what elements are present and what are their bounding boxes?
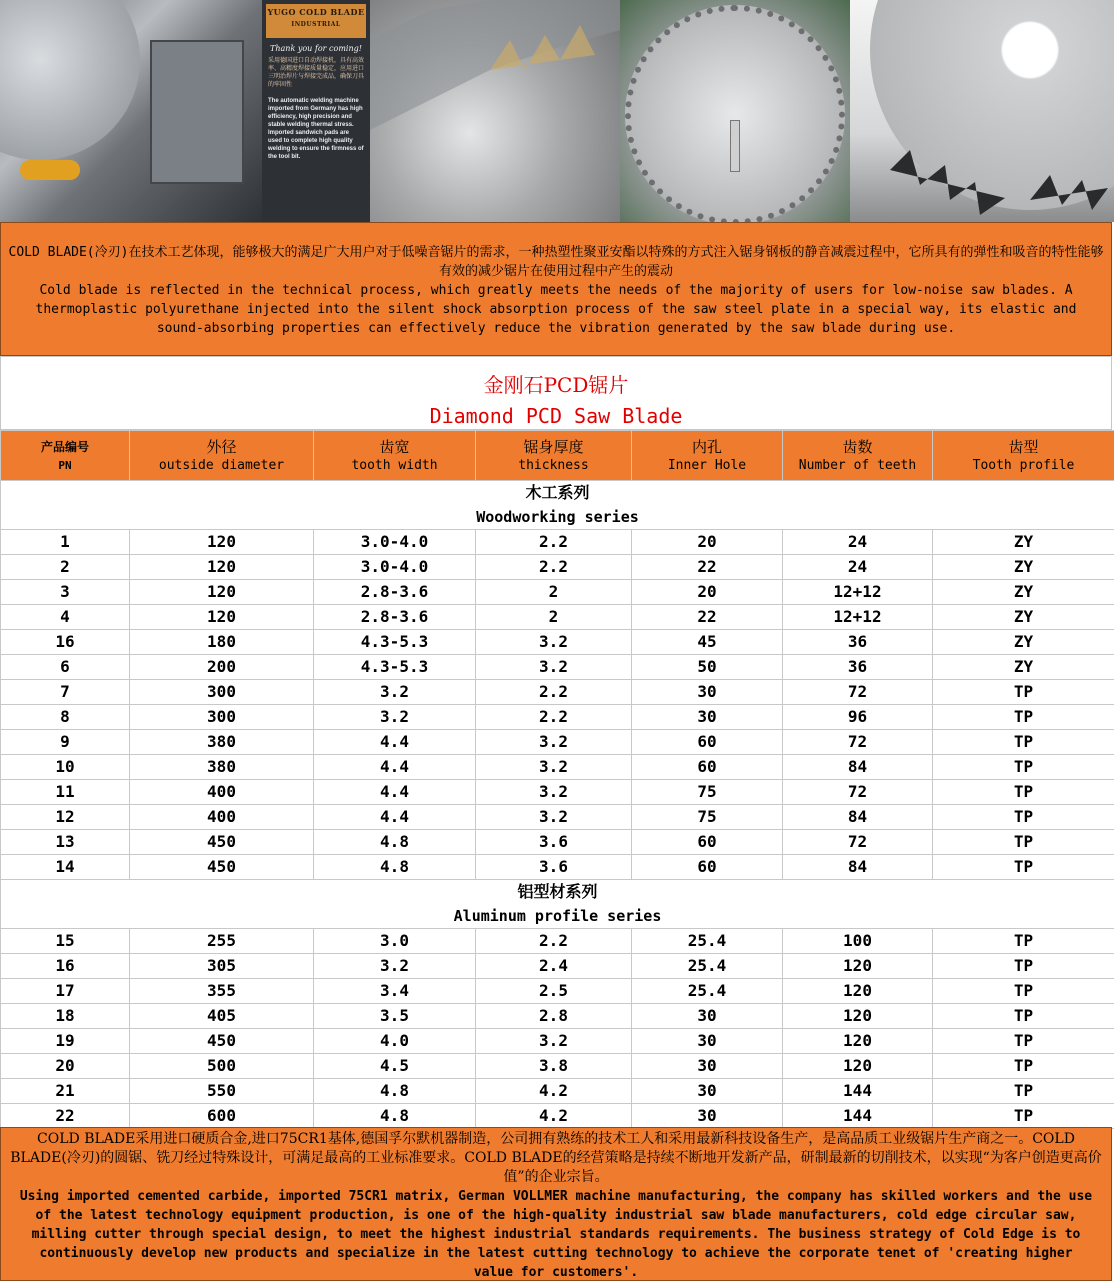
table-cell: TP (933, 1004, 1114, 1029)
table-cell: 144 (783, 1104, 933, 1129)
table-cell: 2.2 (476, 680, 632, 705)
table-cell: 450 (130, 1029, 314, 1054)
table-cell: 18 (1, 1004, 130, 1029)
table-row (1, 605, 1114, 630)
table-cell: 120 (783, 979, 933, 1004)
section-title (1, 880, 1114, 929)
table-cell: 1 (1, 530, 130, 555)
table-cell: 3.2 (476, 730, 632, 755)
table-row (1, 580, 1114, 605)
table-cell: 120 (783, 1029, 933, 1054)
section-row (1, 880, 1114, 929)
table-cell: 10 (1, 755, 130, 780)
table-cell: TP (933, 755, 1114, 780)
table-row (1, 680, 1114, 705)
table-row (1, 1104, 1114, 1129)
table-cell: 12 (1, 805, 130, 830)
table-cell: 4.4 (314, 730, 476, 755)
table-cell: 3 (1, 580, 130, 605)
table-cell: ZY (933, 580, 1114, 605)
header-outside-diameter: 外径 outside diameter (130, 431, 314, 481)
table-cell: TP (933, 929, 1114, 954)
table-cell: 60 (632, 830, 783, 855)
badge-zh-text: 采用德国进口自动焊接机，具有高效率、高精度焊接质量稳定，应用进口三明治焊片与焊接完成品，确保刀具的牢固性 (262, 53, 370, 93)
table-cell: 4.4 (314, 780, 476, 805)
table-row (1, 929, 1114, 954)
table-row (1, 1029, 1114, 1054)
section-title-en: Woodworking series (1, 505, 1114, 529)
page-title (0, 356, 1112, 430)
table-cell: 19 (1, 1029, 130, 1054)
table-cell: 84 (783, 805, 933, 830)
table-cell: 3.2 (476, 630, 632, 655)
intro-panel (0, 222, 1112, 356)
table-row (1, 555, 1114, 580)
table-cell: 30 (632, 680, 783, 705)
table-cell: 120 (130, 530, 314, 555)
table-cell: 25.4 (632, 929, 783, 954)
table-cell: 4.0 (314, 1029, 476, 1054)
table-cell: 36 (783, 630, 933, 655)
table-cell: TP (933, 1079, 1114, 1104)
table-cell: TP (933, 780, 1114, 805)
table-cell: TP (933, 1054, 1114, 1079)
table-cell: 3.2 (476, 655, 632, 680)
table-cell: 4.3-5.3 (314, 655, 476, 680)
table-cell: TP (933, 979, 1114, 1004)
table-cell: 11 (1, 780, 130, 805)
table-cell: TP (933, 954, 1114, 979)
title-zh: 金刚石PCD锯片 (1, 369, 1111, 398)
section-title (1, 481, 1114, 530)
table-cell: 25.4 (632, 979, 783, 1004)
table-cell: 22 (632, 605, 783, 630)
table-cell: 60 (632, 855, 783, 880)
table-cell: 180 (130, 630, 314, 655)
table-cell: 3.6 (476, 855, 632, 880)
table-header-row (1, 431, 1114, 481)
table-cell: ZY (933, 630, 1114, 655)
table-cell: 20 (632, 580, 783, 605)
footer-en-text: Using imported cemented carbide, imported 75CR1 matrix, German VOLLMER machine manufacturing, the company has skilled workers and the use of the latest technology equipment production, is one of the high-quality industrial saw blade manufacturers, cold edge circular saw, milling cutter through special design, to meet the highest industrial standards requirements. The business strategy of Cold Edge is to continuously develop new products and specialize in the latest cutting technology to achieve the corporate tenet of 'creating higher value for customers'. (1, 1187, 1111, 1282)
table-cell: 2.8-3.6 (314, 605, 476, 630)
table-cell: 30 (632, 705, 783, 730)
table-cell: 2.5 (476, 979, 632, 1004)
table-cell: 120 (130, 555, 314, 580)
table-cell: 3.4 (314, 979, 476, 1004)
table-cell: 14 (1, 855, 130, 880)
table-row (1, 1004, 1114, 1029)
table-cell: 3.2 (476, 805, 632, 830)
table-cell: 4.8 (314, 1104, 476, 1129)
section-row (1, 481, 1114, 530)
table-row (1, 705, 1114, 730)
header-number-of-teeth: 齿数 Number of teeth (783, 431, 933, 481)
table-cell: 13 (1, 830, 130, 855)
table-cell: 4.5 (314, 1054, 476, 1079)
table-cell: 3.2 (476, 755, 632, 780)
table-cell: 380 (130, 755, 314, 780)
table-cell: 96 (783, 705, 933, 730)
header-inner-hole: 内孔 Inner Hole (632, 431, 783, 481)
table-cell: 600 (130, 1104, 314, 1129)
table-cell: 2.2 (476, 555, 632, 580)
table-cell: 120 (130, 605, 314, 630)
table-cell: 3.0-4.0 (314, 555, 476, 580)
table-cell: ZY (933, 605, 1114, 630)
table-cell: 2.2 (476, 530, 632, 555)
table-cell: 100 (783, 929, 933, 954)
table-cell: 30 (632, 1029, 783, 1054)
table-cell: 255 (130, 929, 314, 954)
table-cell: 30 (632, 1104, 783, 1129)
table-cell: 12+12 (783, 605, 933, 630)
header-tooth-width: 齿宽 tooth width (314, 431, 476, 481)
table-cell: 400 (130, 780, 314, 805)
table-cell: 2 (476, 580, 632, 605)
table-row (1, 630, 1114, 655)
table-row (1, 805, 1114, 830)
table-cell: 3.0 (314, 929, 476, 954)
table-cell: 4.3-5.3 (314, 630, 476, 655)
table-cell: TP (933, 805, 1114, 830)
table-cell: 36 (783, 655, 933, 680)
table-cell: 16 (1, 630, 130, 655)
table-cell: 21 (1, 1079, 130, 1104)
table-cell: 8 (1, 705, 130, 730)
intro-en-text: Cold blade is reflected in the technical process, which greatly meets the needs of the majority of users for low-noise saw blades. A thermoplastic polyurethane injected into the silent shock absorption process of the saw steel plate in a special way, its elastic and sound-absorbing properties can effectively reduce the vibration generated by the saw blade during use. (1, 281, 1111, 338)
table-cell: 300 (130, 680, 314, 705)
table-cell: 75 (632, 780, 783, 805)
table-cell: 3.6 (476, 830, 632, 855)
table-cell: 3.2 (476, 1029, 632, 1054)
table-cell: TP (933, 705, 1114, 730)
table-cell: 12+12 (783, 580, 933, 605)
table-cell: ZY (933, 655, 1114, 680)
fine-tooth-blade-photo (620, 0, 850, 222)
blade-closeup-photo (370, 0, 620, 222)
table-cell: 3.5 (314, 1004, 476, 1029)
table-cell: 9 (1, 730, 130, 755)
table-cell: 22 (632, 555, 783, 580)
section-title-zh: 木工系列 (1, 481, 1114, 505)
title-en: Diamond PCD Saw Blade (1, 404, 1111, 428)
table-cell: 60 (632, 755, 783, 780)
table-cell: 4 (1, 605, 130, 630)
table-cell: 75 (632, 805, 783, 830)
footer-zh-text: COLD BLADE采用进口硬质合金,进口75CR1基体,德国孚尔默机器制造，公司拥有熟练的技术工人和采用最新科技设备生产，是高品质工业级锯片生产商之一。COLD BLADE(冷刃)的圆锯、铣刀经过特殊设计，可满足最高的工业标准要求。COLD BLADE的经营策略是持续不断地开发新产品，研制最新的切削技术，以实现“为客户创造更高价值”的企业宗旨。 (1, 1128, 1111, 1187)
table-cell: 60 (632, 730, 783, 755)
table-cell: 16 (1, 954, 130, 979)
table-cell: 200 (130, 655, 314, 680)
table-cell: 4.4 (314, 805, 476, 830)
brand-logo: YUGO COLD BLADE INDUSTRIAL (266, 4, 366, 38)
table-row (1, 755, 1114, 780)
table-cell: 450 (130, 855, 314, 880)
table-cell: 45 (632, 630, 783, 655)
table-cell: 2.2 (476, 929, 632, 954)
table-cell: 15 (1, 929, 130, 954)
table-cell: 72 (783, 680, 933, 705)
intro-zh-text: COLD BLADE(冷刃)在技术工艺体现，能够极大的满足广大用户对于低噪音锯片的需求，一种热塑性聚亚安酯以特殊的方式注入锯身钢板的静音减震过程中，它所具有的弹性和吸音的特性能够有效的减少锯片在使用过程中产生的震动 (1, 243, 1111, 281)
table-cell: 405 (130, 1004, 314, 1029)
table-cell: 120 (130, 580, 314, 605)
table-cell: 7 (1, 680, 130, 705)
thanks-text: Thank you for coming! (270, 38, 362, 53)
photo-banner (0, 0, 1114, 222)
table-cell: 30 (632, 1054, 783, 1079)
table-cell: 2.4 (476, 954, 632, 979)
table-cell: 30 (632, 1004, 783, 1029)
pcd-blade-photo (850, 0, 1114, 222)
table-cell: 4.8 (314, 830, 476, 855)
table-cell: 400 (130, 805, 314, 830)
table-cell: 355 (130, 979, 314, 1004)
table-cell: 380 (130, 730, 314, 755)
table-cell: 144 (783, 1079, 933, 1104)
table-cell: 305 (130, 954, 314, 979)
table-cell: 300 (130, 705, 314, 730)
table-cell: 50 (632, 655, 783, 680)
table-cell: 550 (130, 1079, 314, 1104)
badge-en-text: The automatic welding machine imported from Germany has high efficiency, high precision and stable welding thermal stress. Imported sandwich pads are used to complete high quality welding to ensure the firmness of the tool bit. (262, 93, 370, 165)
table-row (1, 855, 1114, 880)
table-cell: 2.8-3.6 (314, 580, 476, 605)
header-pn: 产品编号 PN (1, 431, 130, 481)
table-row (1, 1054, 1114, 1079)
table-cell: ZY (933, 530, 1114, 555)
table-cell: 72 (783, 780, 933, 805)
table-cell: 4.4 (314, 755, 476, 780)
table-cell: TP (933, 1029, 1114, 1054)
table-cell: TP (933, 1104, 1114, 1129)
footer-panel (0, 1127, 1112, 1281)
table-cell: 20 (1, 1054, 130, 1079)
header-thickness: 锯身厚度 thickness (476, 431, 632, 481)
table-cell: 2.2 (476, 705, 632, 730)
table-cell: 22 (1, 1104, 130, 1129)
table-cell: 4.2 (476, 1104, 632, 1129)
spec-table-body (1, 481, 1114, 1129)
table-cell: 450 (130, 830, 314, 855)
table-cell: 120 (783, 1004, 933, 1029)
table-row (1, 530, 1114, 555)
table-cell: 4.8 (314, 855, 476, 880)
table-cell: 6 (1, 655, 130, 680)
table-cell: 20 (632, 530, 783, 555)
table-row (1, 655, 1114, 680)
table-cell: 3.8 (476, 1054, 632, 1079)
section-title-zh: 铝型材系列 (1, 880, 1114, 904)
table-cell: ZY (933, 555, 1114, 580)
table-cell: 3.2 (476, 780, 632, 805)
table-cell: 25.4 (632, 954, 783, 979)
table-cell: TP (933, 830, 1114, 855)
table-cell: TP (933, 680, 1114, 705)
section-title-en: Aluminum profile series (1, 904, 1114, 928)
welding-machine-photo (0, 0, 262, 222)
table-row (1, 730, 1114, 755)
table-cell: 2 (476, 605, 632, 630)
spec-table (0, 430, 1114, 1129)
table-cell: 2 (1, 555, 130, 580)
table-cell: TP (933, 855, 1114, 880)
brand-badge-panel (262, 0, 370, 222)
table-cell: 30 (632, 1079, 783, 1104)
table-cell: 3.2 (314, 705, 476, 730)
table-cell: 72 (783, 830, 933, 855)
table-cell: 72 (783, 730, 933, 755)
table-cell: 84 (783, 855, 933, 880)
table-cell: 3.0-4.0 (314, 530, 476, 555)
table-row (1, 954, 1114, 979)
table-cell: TP (933, 730, 1114, 755)
table-cell: 3.2 (314, 954, 476, 979)
table-cell: 24 (783, 530, 933, 555)
table-cell: 4.2 (476, 1079, 632, 1104)
table-cell: 120 (783, 954, 933, 979)
table-row (1, 780, 1114, 805)
header-tooth-profile: 齿型 Tooth profile (933, 431, 1114, 481)
table-cell: 24 (783, 555, 933, 580)
table-cell: 4.8 (314, 1079, 476, 1104)
table-cell: 120 (783, 1054, 933, 1079)
table-cell: 17 (1, 979, 130, 1004)
table-row (1, 979, 1114, 1004)
table-cell: 500 (130, 1054, 314, 1079)
table-cell: 2.8 (476, 1004, 632, 1029)
table-cell: 84 (783, 755, 933, 780)
table-row (1, 1079, 1114, 1104)
table-row (1, 830, 1114, 855)
table-cell: 3.2 (314, 680, 476, 705)
